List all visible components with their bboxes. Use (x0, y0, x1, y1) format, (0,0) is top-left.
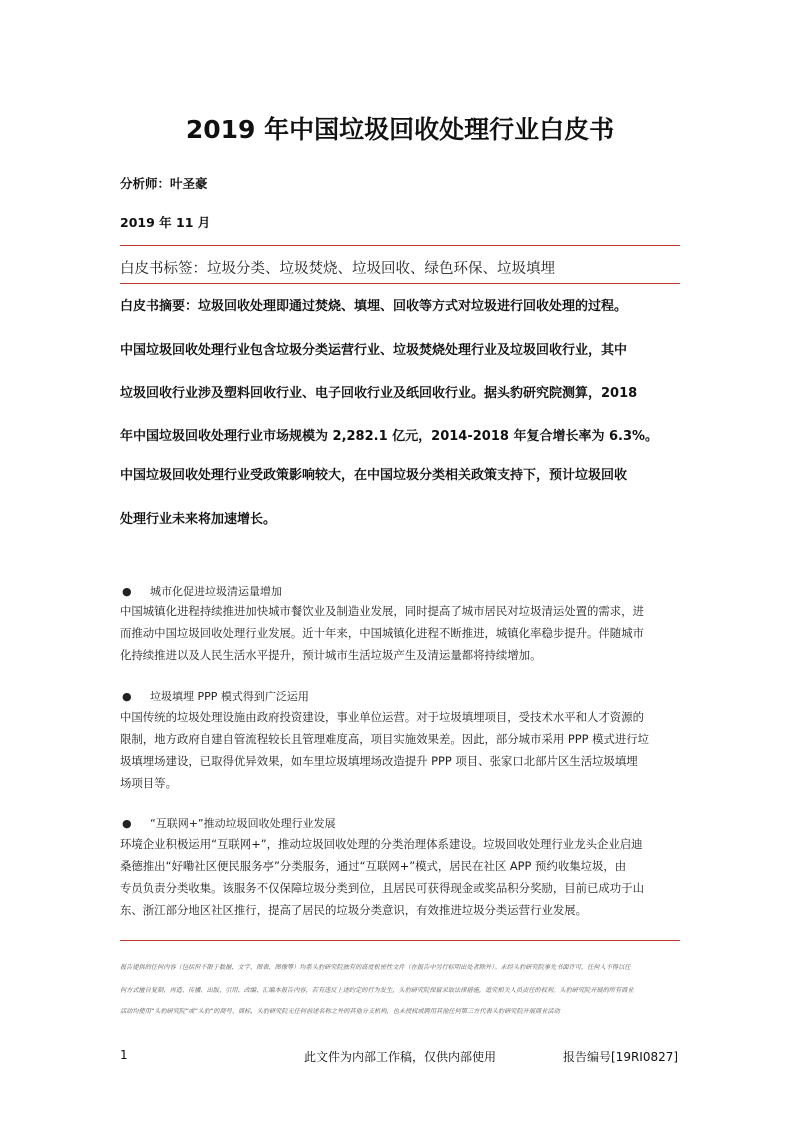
disclaimer-line: 何方式擅自复制、再造、传播、出版、引用、改编、汇编本报告内容，若有违反上述约定的行为发生，头豹研究院保留采取法律措施，追究相关人员责任的权利。头豹研究院开展的所有商业 (120, 987, 634, 994)
body-line: 东、浙江部分地区社区推行，提高了居民的垃圾分类意识，有效推进垃圾分类运营行业发展。 (120, 903, 588, 917)
summary-line: 处理行业未来将加速增长。 (120, 512, 277, 527)
bullet-icon: ● (122, 690, 132, 703)
body-line: 场项目等。 (120, 776, 177, 790)
report-date: 2019 年 11 月 (120, 215, 211, 230)
report-number: 报告编号[19RI0827] (563, 1050, 679, 1064)
body-line: 圾填埋场建设，已取得优异效果，如车里垃圾填埋场改造提升 PPP 项目、张家口北部片区生活垃圾填埋 (120, 754, 638, 768)
body-line: 而推动中国垃圾回收处理行业发展。近十年来，中国城镇化进程不断推进，城镇化率稳步提升。伴随城市 (120, 626, 644, 640)
body-line: 环境企业积极运用“互联网+”，推动垃圾回收处理的分类治理体系建设。垃圾回收处理行业龙头企业启迪 (120, 837, 643, 851)
bullet-icon: ● (122, 585, 132, 598)
section-heading: ● “互联网+”推动垃圾回收处理行业发展 (122, 817, 336, 830)
body-line: 化持续推进以及人民生活水平提升，预计城市生活垃圾产生及清运量都将持续增加。 (120, 648, 542, 662)
divider-tags (120, 283, 680, 284)
section-heading: ● 垃圾填埋 PPP 模式得到广泛运用 (122, 690, 309, 703)
body-line: 限制，地方政府自建自管流程较长且管理难度高，项目实施效果差。因此，部分城市采用 PPP 模式进行垃 (120, 732, 650, 746)
section-heading: ● 城市化促进垃圾清运量增加 (122, 585, 282, 598)
document-title: 2019 年中国垃圾回收处理行业白皮书 (185, 115, 615, 144)
summary-line: 年中国垃圾回收处理行业市场规模为 2,282.1 亿元，2014-2018 年复合增长率为 6.3%。 (120, 429, 659, 444)
analyst-name: 分析师：叶圣豪 (120, 176, 208, 191)
disclaimer-line: 活动均使用“头豹研究院”或“头豹”的商号、商标，头豹研究院无任何前述名称之外的其他分支机构，也未授权或聘用其他任何第三方代表头豹研究院开展商业活动 (120, 1008, 560, 1015)
summary-line: 中国垃圾回收处理行业受政策影响较大，在中国垃圾分类相关政策支持下，预计垃圾回收 (120, 468, 628, 483)
body-line: 桑德推出“好嘞社区便民服务亭”分类服务，通过“互联网+”模式，居民在社区 APP 预约收集垃圾，由 (120, 859, 627, 873)
body-line: 专员负责分类收集。该服务不仅保障垃圾分类到位，且居民可获得现金或奖品积分奖励，目前已成功于山 (120, 881, 644, 895)
disclaimer-line: 报告提供的任何内容（包括但不限于数据、文字、图表、图像等）均系头豹研究院独有的高度机密性文件（在报告中另行标明出处者除外）。未经头豹研究院事先书面许可，任何人不得以任 (120, 964, 631, 971)
divider-top (120, 245, 680, 246)
bullet-icon: ● (122, 817, 132, 830)
body-line: 中国传统的垃圾处理设施由政府投资建设，事业单位运营。对于垃圾填埋项目，受技术水平和人才资源的 (120, 710, 644, 724)
page-number: 1 (120, 1048, 128, 1062)
summary-line: 中国垃圾回收处理行业包含垃圾分类运营行业、垃圾焚烧处理行业及垃圾回收行业，其中 (120, 343, 628, 358)
summary-line: 垃圾回收行业涉及塑料回收行业、电子回收行业及纸回收行业。据头豹研究院测算，2018 (120, 386, 638, 401)
tags-line: 白皮书标签：垃圾分类、垃圾焚烧、垃圾回收、绿色环保、垃圾填埋 (120, 261, 555, 277)
divider-bottom (120, 940, 680, 941)
body-line: 中国城镇化进程持续推进加快城市餐饮业及制造业发展，同时提高了城市居民对垃圾清运处置的需求，进 (120, 604, 644, 618)
summary-line: 白皮书摘要：垃圾回收处理即通过焚烧、填埋、回收等方式对垃圾进行回收处理的过程。 (120, 299, 628, 314)
footer-notice: 此文件为内部工作稿，仅供内部使用 (303, 1050, 496, 1064)
